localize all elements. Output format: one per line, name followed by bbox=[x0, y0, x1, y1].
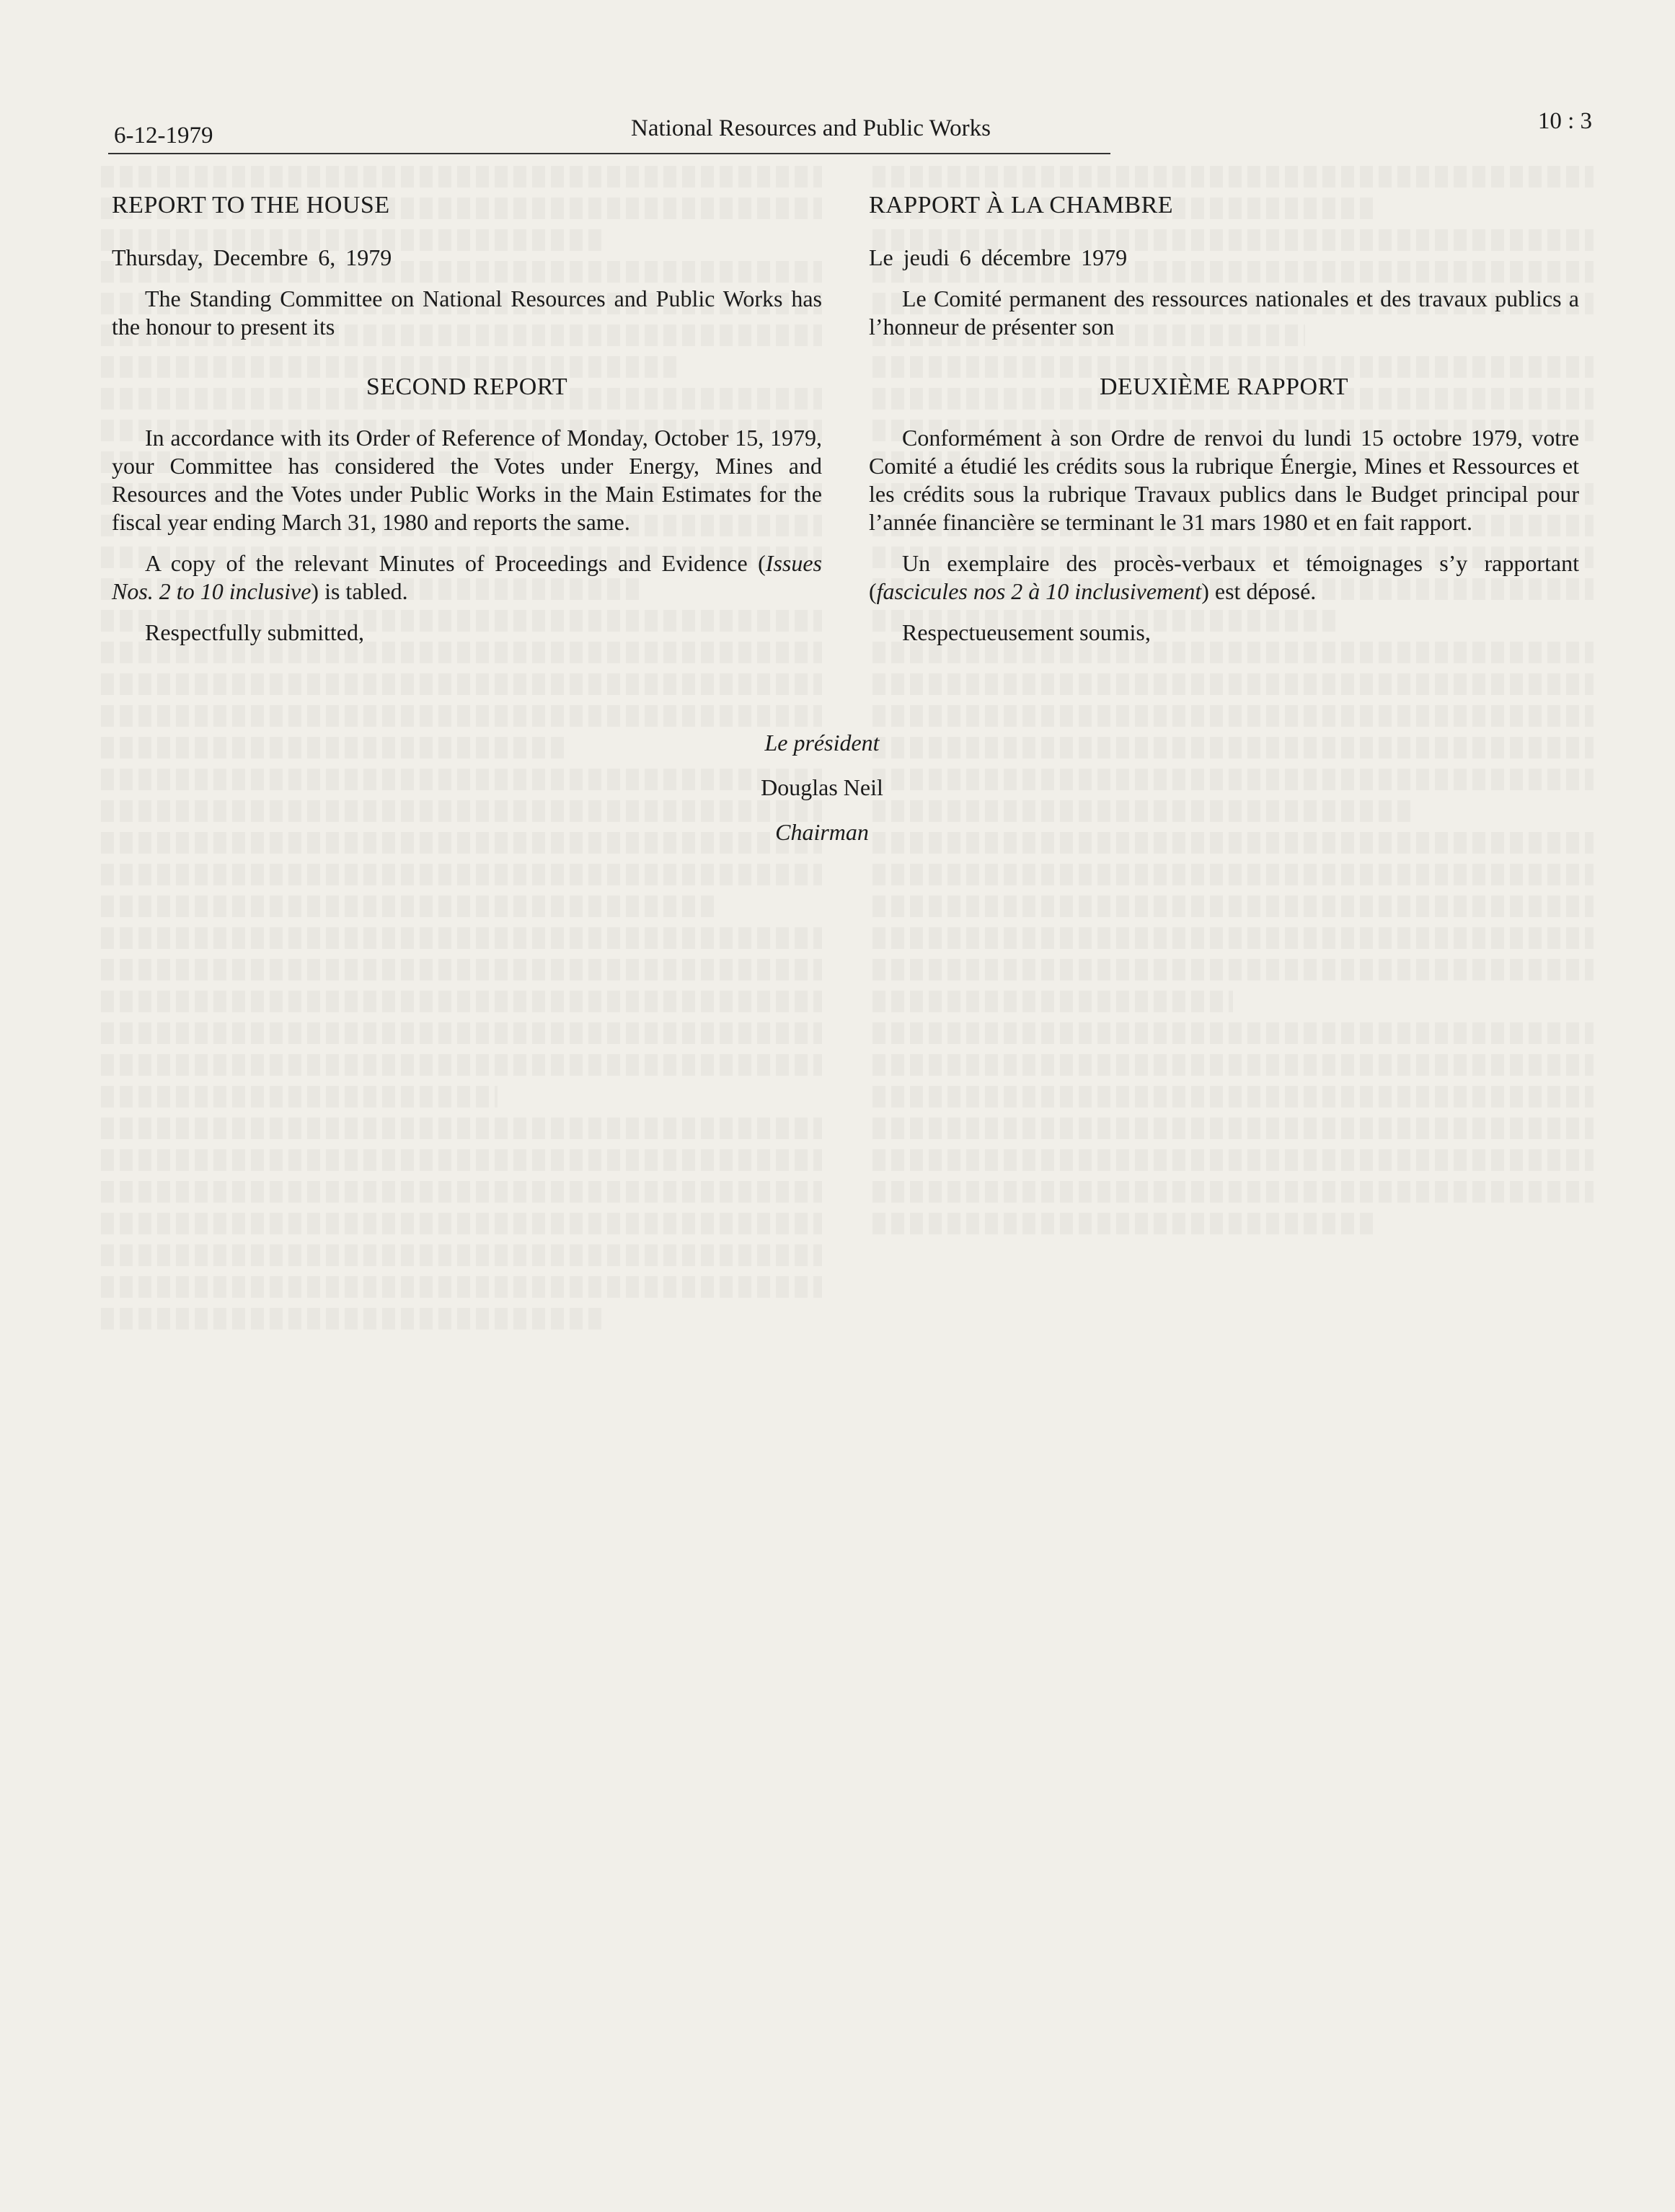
french-body: Conformément à son Ordre de renvoi du lundi 15 octobre 1979, votre Comité a étudié les crédits sous la rubrique Énergie, Mines et Ressources et les crédits sous la rubrique Travaux publics dans le Budget principal pour l’année financière se terminant le 31 mars 1980 et en fait rapport. bbox=[869, 425, 1579, 535]
header-rule bbox=[108, 153, 1110, 154]
english-body: In accordance with its Order of Reference of Monday, October 15, 1979, your Committee has considered the Votes under Energy, Mines and Resources and the Votes under Public Works in the Main Estimates for the fiscal year ending March 31, 1980 and reports the same. bbox=[112, 425, 822, 535]
page-header bbox=[108, 108, 1594, 156]
french-intro: Le Comité permanent des ressources nationales et des travaux publics a l’honneur de présenter son bbox=[869, 286, 1579, 340]
english-report-title: SECOND REPORT bbox=[366, 373, 568, 400]
french-heading: RAPPORT À LA CHAMBRE bbox=[869, 192, 1174, 218]
header-title: National Resources and Public Works bbox=[631, 115, 991, 141]
signature-title-fr: Le président bbox=[764, 730, 880, 756]
english-column bbox=[112, 191, 822, 647]
english-heading: REPORT TO THE HOUSE bbox=[112, 192, 390, 218]
english-copy-note: A copy of the relevant Minutes of Proceedings and Evidence (Issues Nos. 2 to 10 inclusive) is tabled. bbox=[112, 550, 822, 604]
english-intro: The Standing Committee on National Resources and Public Works has the honour to present its bbox=[112, 286, 822, 340]
english-dateline: Thursday, Decembre 6, 1979 bbox=[112, 244, 392, 270]
page-number: 10 : 3 bbox=[1537, 108, 1592, 134]
signature-name: Douglas Neil bbox=[761, 774, 883, 800]
english-closing: Respectfully submitted, bbox=[145, 619, 364, 645]
french-report-title: DEUXIÈME RAPPORT bbox=[1099, 373, 1349, 400]
french-dateline: Le jeudi 6 décembre 1979 bbox=[869, 244, 1128, 270]
signature-title-en: Chairman bbox=[775, 819, 869, 845]
french-closing: Respectueusement soumis, bbox=[902, 619, 1151, 645]
french-copy-note: Un exemplaire des procès-verbaux et témoignages s’y rapportant (fascicules nos 2 à 10 inclusivement) est déposé. bbox=[869, 550, 1579, 604]
signature-block bbox=[721, 728, 923, 862]
french-column bbox=[869, 191, 1579, 647]
header-date: 6-12-1979 bbox=[114, 123, 213, 149]
